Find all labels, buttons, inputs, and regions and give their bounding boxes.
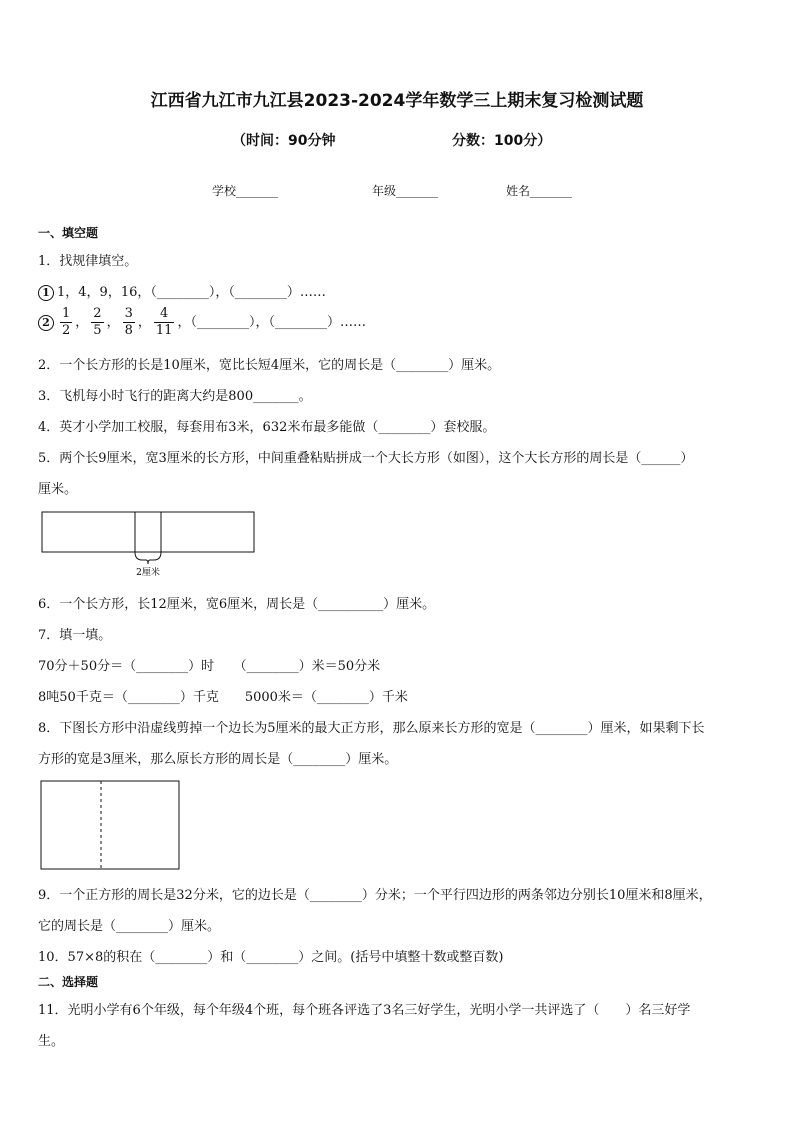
section-fill-heading: 一、填空题: [38, 226, 99, 240]
fraction-denominator: 11: [155, 323, 173, 338]
question-1b: 2 $\frac{1}{2}$ ， $\frac{2}{5}$ ， $\frac{3}{8}$ ， $\frac{4}{11}$ ，（________），（________）……: [38, 306, 366, 339]
question-6: 6．一个长方形，长12厘米，宽6厘米，周长是（__________）厘米。: [38, 597, 436, 612]
overlap-width-label: 2厘米: [136, 568, 160, 578]
fraction-2: [91, 306, 103, 339]
question-1: 1．找规律填空。: [38, 254, 138, 269]
question-5-line-2: 厘米。: [38, 482, 78, 497]
school-field: 学校_______: [212, 184, 279, 198]
question-9-line-1: 9．一个正方形的周长是32分米，它的边长是（________）分米；一个平行四边形的两条邻边分别长10厘米和8厘米，: [38, 888, 712, 903]
fraction-denominator: 8: [124, 323, 133, 338]
overlap-rectangles-figure: [38, 508, 260, 580]
question-9-line-2: 它的周长是（________）厘米。: [38, 919, 221, 934]
fraction-4: [154, 306, 175, 339]
overlap-brace: [135, 552, 161, 564]
circled-number-2: 2: [38, 315, 54, 331]
exam-time: （时间：90分钟: [232, 133, 336, 149]
question-5-line-1: 5．两个长9厘米，宽3厘米的长方形，中间重叠粘贴拼成一个大长方形（如图），这个大长方形的周长是（______）: [38, 451, 694, 466]
question-7b: 8吨50千克＝（________）千克 5000米＝（________）千米: [38, 690, 408, 705]
question-11-line-1: 11．光明小学有6个年级，每个年级4个班，每个班各评选了3名三好学生，光明小学一共评选了（ ）名三好学: [38, 1003, 691, 1018]
fraction-1: [60, 306, 72, 339]
fraction-denominator: 2: [62, 323, 71, 338]
page-title: 江西省九江市九江县2023-2024学年数学三上期末复习检测试题: [150, 91, 644, 111]
cut-rectangle-figure: [38, 778, 184, 874]
question-8-line-1: 8．下图长方形中沿虚线剪掉一个边长为5厘米的最大正方形，那么原来长方形的宽是（________）厘米，如果剩下长: [38, 721, 705, 736]
fraction-numerator: 1: [62, 306, 71, 321]
exam-score: 分数：100分）: [452, 133, 552, 149]
section-choice-heading: 二、选择题: [38, 975, 99, 989]
name-field: 姓名_______: [506, 184, 573, 198]
fraction-3: [123, 306, 135, 339]
fraction-numerator: 4: [154, 306, 175, 323]
fraction-denominator: 5: [93, 323, 102, 338]
question-7: 7．填一填。: [38, 628, 112, 643]
question-8-line-2: 方形的宽是3厘米，那么原长方形的周长是（________）厘米。: [38, 752, 398, 767]
question-1b-tail: ，（________），（________）……: [177, 315, 366, 330]
big-rectangle: [42, 512, 254, 552]
question-1a: [38, 281, 326, 301]
question-2: 2．一个长方形的长是10厘米，宽比长短4厘米，它的周长是（________）厘米。: [38, 358, 501, 373]
question-1a-text: 1，4，9，16，（________），（________）……: [57, 285, 326, 300]
rectangle: [41, 781, 179, 869]
circled-number-1: 1: [38, 285, 54, 301]
question-4: 4．英才小学加工校服，每套用布3米，632米布最多能做（________）套校服。: [38, 420, 496, 435]
question-3: 3．飞机每小时飞行的距离大约是800_______。: [38, 389, 312, 404]
question-7a: 70分＋50分＝（________）时 （________）米＝50分米: [38, 659, 381, 674]
grade-field: 年级_______: [372, 184, 439, 198]
fraction-numerator: 2: [93, 306, 102, 321]
question-11-line-2: 生。: [38, 1034, 65, 1049]
fraction-numerator: 3: [124, 306, 133, 321]
question-10: 10．57×8的积在（________）和（________）之间。(括号中填整十数或整百数): [38, 950, 504, 965]
